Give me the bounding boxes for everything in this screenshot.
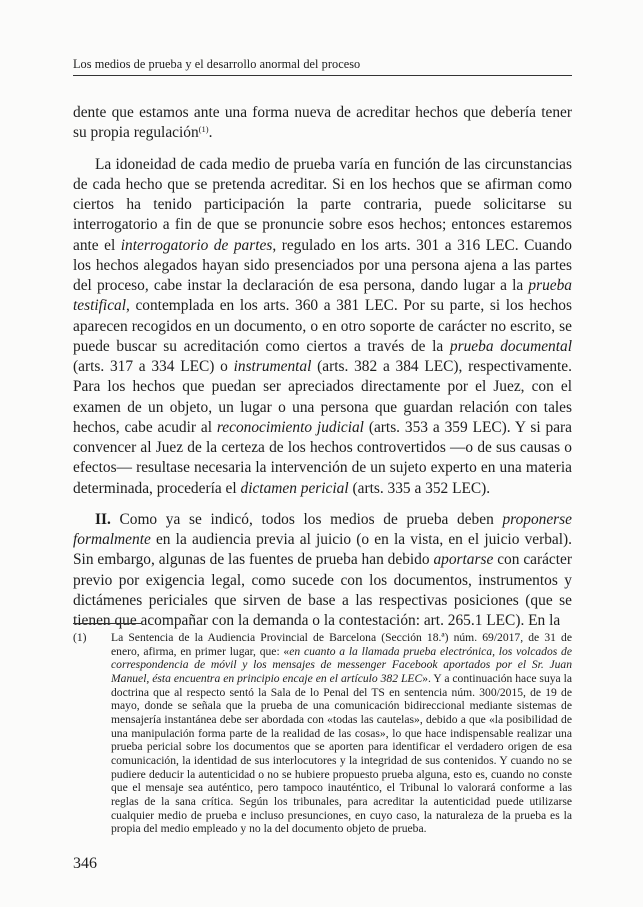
text-run: Como ya se indicó, todos los medios de prueba deben [110,510,503,528]
text-run: (arts. 335 a 352 LEC). [348,479,491,497]
footnote [73,631,572,836]
footnote-text [111,631,572,836]
header-rule [73,75,572,76]
paragraph-means-of-proof [73,155,572,499]
italic-term: dictamen pericial [240,479,349,497]
text-run: en la audiencia previa al juicio (o en la vista, en el juicio verbal). Sin embargo, algunas de las fuentes de prueba han debido [73,531,572,569]
paragraph-text: dente que estamos ante una forma nueva de acreditar hechos que debería tener su propia regulación [73,104,572,142]
text-run: , contemplada en los arts. 360 a 381 LEC. Por su parte, si los hechos aparecen recogidos en un documento, o en otro soporte de carácter no escrito, se puede buscar su acreditación como ciertos a través de la [73,297,572,355]
text-run: , regulado en los arts. 301 a 316 LEC. Cuando los hechos alegados hayan sido presenciados por una persona ajena a las partes del proceso, cabe instar la declaración de esa persona, dando lugar a la [73,236,573,294]
paragraph-continuation [73,103,572,144]
italic-term: instrumental [233,358,312,375]
text-run: ». Y a continuación hace suya la doctrina que al respecto sentó la Sala de lo Penal del TS en sentencia núm. 300/2015, de 19 de mayo, donde se señala que la prueba de una comunicación bidireccional mediante sistemas de mensajería instantánea debe ser abordada con «todas las cautelas», debido a que «la posibilidad de una manipulación forma parte de la realidad de las cosas», lo que hace indispensable realizar una prueba pericial sobre los documentos que se aporten para identificar el verdadero origen de esa comunicación, la identidad de sus interlocutores y la integridad de sus contenidos. Y cuando no se pudiere deducir la autenticidad o no se hubiere propuesto prueba alguna, esto es, cuando no conste que el mensaje sea auténtico, pero tampoco inauténtico, el Tribunal lo valorará conforme a las reglas de la sana crítica. Según los tribunales, para acreditar la autenticidad puede utilizarse cualquier medio de prueba e incluso presunciones, en cuyo caso, la naturaleza de la prueba es la propia del medio empleado y no la del documento objeto de prueba. [111,671,572,836]
italic-term: proponerse formalmente [73,510,572,548]
text-run: (arts. 382 a 384 LEC), respectivamente. Para los hechos que puedan ser apreciados directamente por el Juez, con el examen de un objeto, un lugar o una persona que guardan relación con tales hechos, cabe acudir al [73,358,572,436]
running-header: Los medios de prueba y el desarrollo anormal del proceso [73,57,361,71]
footnote-reference[interactable]: (1) [198,124,209,135]
text-run: La Sentencia de la Audiencia Provincial de Barcelona (Sección 18.ª) núm. 69/2017, de 31 de enero, afirma, en primer lugar, que: « [111,631,572,658]
text-run: (arts. 353 a 359 LEC). Y si para convencer al Juez de la certeza de los hechos controvertidos —o de sus causas o efectos— resultase necesaria la intervención de un sujeto experto en una materia determinada, procedería el [73,418,572,497]
section-numeral: II. [95,510,111,528]
text-run: La idoneidad de cada medio de prueba varía en función de las circunstancias de cada hecho que se pretenda acreditar. Si en los hechos que se afirman como ciertos ha tenido participación la parte contraria, puede solicitarse su interrogatorio a fin de que se pronuncie sobre esos hechos; entonces estaremos ante el [73,155,572,254]
italic-term: aportarse [433,551,494,569]
main-text [73,103,572,631]
page-number: 346 [73,855,97,872]
italic-quote: en cuanto a la llamada prueba electrónica, los volcados de correspondencia de móvil y los mensajes de messenger Facebook aportados por el Sr. Juan Manuel, ésta encuentra en principio encaje en el artículo 382 LEC [111,644,572,685]
italic-term: prueba testifical [73,277,572,315]
footnote-separator [73,623,141,624]
text-run: con carácter previo por exigencia legal, como sucede con los documentos, instrumentos y dictámenes periciales que sirven de base a las respectivas posiciones (que se tienen que acompañar con la demanda o la contestación: art. 265.1 LEC). En la [73,551,572,629]
text-run: (arts. 317 a 334 LEC) o [73,358,234,375]
paragraph-section-ii [73,510,572,632]
page-header [73,57,572,76]
italic-term: reconocimiento judicial [216,418,364,436]
paragraph-end: . [208,124,213,142]
italic-term: interrogatorio de partes [120,236,273,254]
footnote-number: (1) [73,631,87,644]
italic-term: prueba documental [449,337,572,355]
